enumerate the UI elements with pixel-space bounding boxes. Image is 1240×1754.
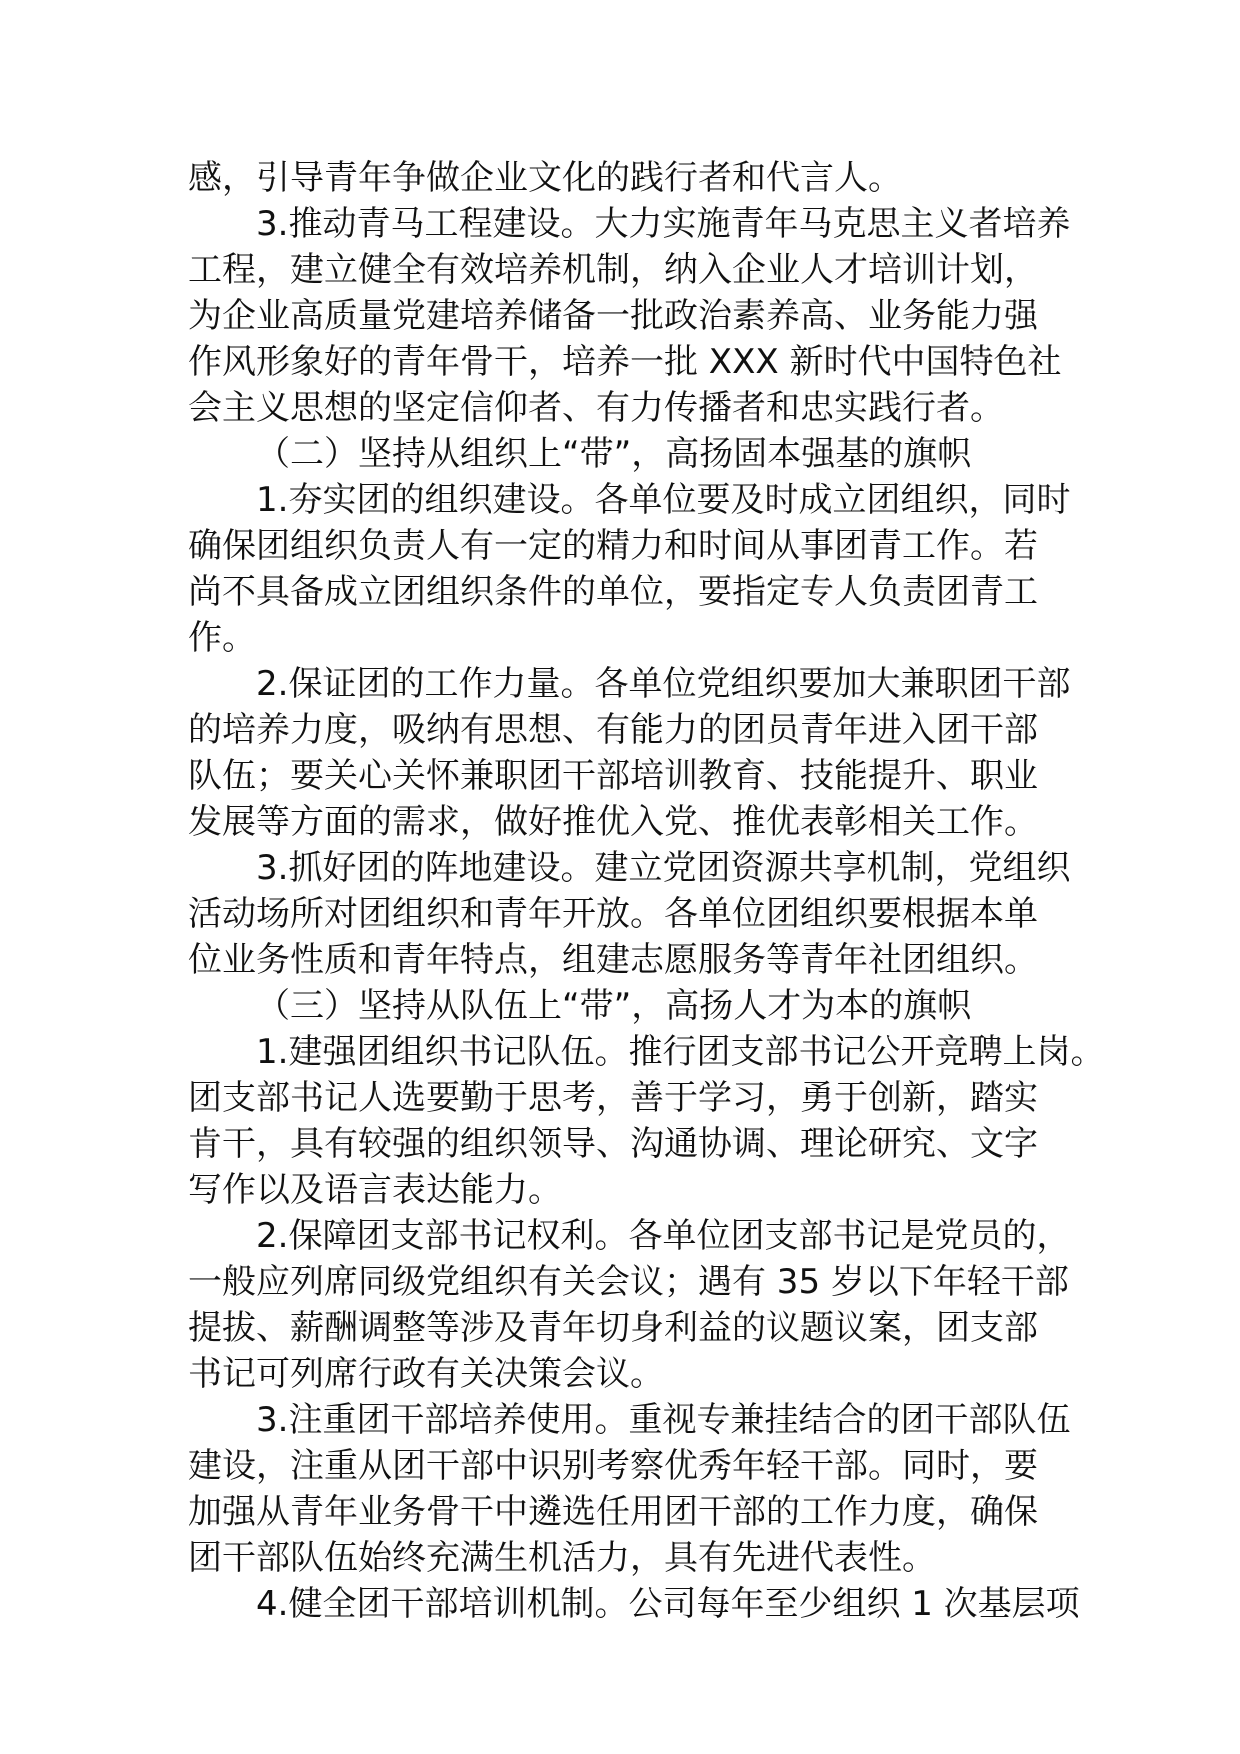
paragraph-line: 作风形象好的青年骨干，培养一批 XXX 新时代中国特色社 xyxy=(188,342,1062,382)
paragraph-line: 位业务性质和青年特点，组建志愿服务等青年社团组织。 xyxy=(188,940,1038,980)
paragraph-line: 发展等方面的需求，做好推优入党、推优表彰相关工作。 xyxy=(188,802,1038,842)
paragraph-line: 加强从青年业务骨干中遴选任用团干部的工作力度，确保 xyxy=(188,1492,1038,1532)
paragraph-line: 尚不具备成立团组织条件的单位，要指定专人负责团青工 xyxy=(188,572,1038,612)
paragraph-line: 为企业高质量党建培养储备一批政治素养高、业务能力强 xyxy=(188,296,1038,336)
section-heading: （三）坚持从队伍上“带”，高扬人才为本的旗帜 xyxy=(256,986,972,1026)
paragraph-line: 3.抓好团的阵地建设。建立党团资源共享机制，党组织 xyxy=(256,848,1071,888)
paragraph-line: 2.保障团支部书记权利。各单位团支部书记是党员的， xyxy=(256,1216,1071,1256)
paragraph-line: 会主义思想的坚定信仰者、有力传播者和忠实践行者。 xyxy=(188,388,1004,428)
paragraph-line: 肯干，具有较强的组织领导、沟通协调、理论研究、文字 xyxy=(188,1124,1038,1164)
paragraph-line: 确保团组织负责人有一定的精力和时间从事团青工作。若 xyxy=(188,526,1038,566)
paragraph-line: 4.健全团干部培训机制。公司每年至少组织 1 次基层项 xyxy=(256,1584,1080,1624)
paragraph-line: 1.建强团组织书记队伍。推行团支部书记公开竞聘上岗。 xyxy=(256,1032,1105,1072)
paragraph-line: 3.推动青马工程建设。大力实施青年马克思主义者培养 xyxy=(256,204,1071,244)
paragraph-line: 建设，注重从团干部中识别考察优秀年轻干部。同时，要 xyxy=(188,1446,1038,1486)
paragraph-line: 书记可列席行政有关决策会议。 xyxy=(188,1354,664,1394)
paragraph-line: 提拔、薪酬调整等涉及青年切身利益的议题议案，团支部 xyxy=(188,1308,1038,1348)
paragraph-line: 的培养力度，吸纳有思想、有能力的团员青年进入团干部 xyxy=(188,710,1038,750)
section-heading: （二）坚持从组织上“带”，高扬固本强基的旗帜 xyxy=(256,434,972,474)
paragraph-line: 3.注重团干部培养使用。重视专兼挂结合的团干部队伍 xyxy=(256,1400,1071,1440)
paragraph-line: 团干部队伍始终充满生机活力，具有先进代表性。 xyxy=(188,1538,936,1578)
paragraph-line: 队伍；要关心关怀兼职团干部培训教育、技能提升、职业 xyxy=(188,756,1038,796)
paragraph-line: 1.夯实团的组织建设。各单位要及时成立团组织，同时 xyxy=(256,480,1071,520)
paragraph-line: 写作以及语言表达能力。 xyxy=(188,1170,562,1210)
paragraph-line: 作。 xyxy=(188,618,256,658)
paragraph-line: 活动场所对团组织和青年开放。各单位团组织要根据本单 xyxy=(188,894,1038,934)
paragraph-line: 工程，建立健全有效培养机制，纳入企业人才培训计划， xyxy=(188,250,1038,290)
paragraph-line: 团支部书记人选要勤于思考，善于学习，勇于创新，踏实 xyxy=(188,1078,1038,1118)
paragraph-line: 2.保证团的工作力量。各单位党组织要加大兼职团干部 xyxy=(256,664,1071,704)
paragraph-line: 感，引导青年争做企业文化的践行者和代言人。 xyxy=(188,158,902,198)
paragraph-line: 一般应列席同级党组织有关会议；遇有 35 岁以下年轻干部 xyxy=(188,1262,1069,1302)
